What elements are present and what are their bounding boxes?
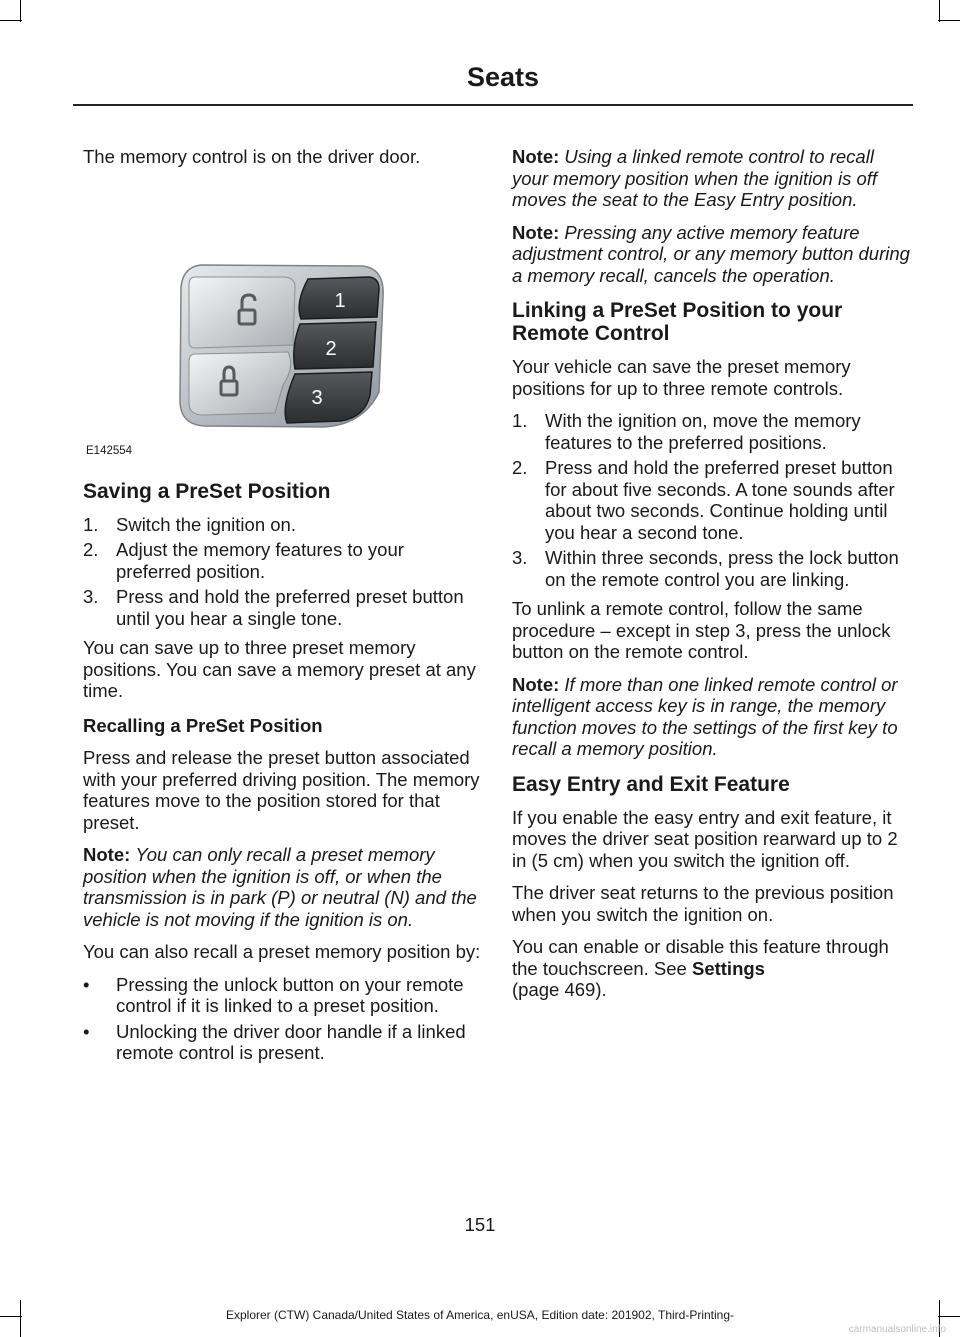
saving-paragraph: You can save up to three preset memory positions. You can save a memory preset at any time.	[83, 637, 476, 701]
memory-control-figure	[83, 177, 483, 467]
list-item	[512, 410, 912, 453]
step-number: 2.	[83, 539, 99, 560]
step-number: 1.	[512, 410, 528, 431]
recalling-paragraph-2: You can also recall a preset memory position by:	[83, 941, 481, 962]
step-text: Adjust the memory features to your preferred position.	[116, 539, 404, 582]
unlink-paragraph: To unlink a remote control, follow the same procedure – except in step 3, press the unlock button on the remote control.	[512, 598, 891, 662]
saving-steps	[83, 514, 483, 630]
easy-entry-paragraph-3	[512, 936, 912, 1001]
settings-link[interactable]: Settings	[691, 957, 765, 979]
note-text: If more than one linked remote control or intelligent access key is in range, the memory function moves to the settings of the first key to recall a memory position.	[512, 673, 898, 759]
linking-paragraph: Your vehicle can save the preset memory positions for up to three remote controls.	[512, 356, 851, 399]
settings-page-ref: (page 469).	[512, 979, 607, 1000]
step-text: Switch the ignition on.	[116, 513, 296, 535]
step-text: Within three seconds, press the lock button on the remote control you are linking.	[545, 547, 899, 590]
section-heading-recalling: Recalling a PreSet Position	[83, 714, 323, 736]
crop-mark	[939, 0, 940, 22]
list-item	[83, 514, 483, 536]
step-number: 2.	[512, 457, 528, 478]
section-heading-easy-entry: Easy Entry and Exit Feature	[512, 772, 790, 796]
right-column	[512, 146, 912, 1012]
crop-mark	[20, 0, 21, 22]
memory-button-label-2: 2	[325, 337, 337, 360]
recall-methods	[83, 974, 483, 1064]
list-item	[83, 539, 483, 582]
note-label: Note:	[512, 221, 560, 243]
page-title: Seats	[466, 62, 539, 92]
memory-seat-control-illustration	[83, 177, 483, 467]
crop-mark	[938, 20, 960, 21]
step-number: 3.	[83, 586, 99, 607]
watermark: carmanualsonline.info	[848, 1324, 946, 1335]
note-text: Using a linked remote control to recall your memory position when the ignition is off moves the seat to the Easy Entry position.	[512, 146, 878, 210]
header-divider	[73, 104, 913, 106]
figure-code: E142554	[86, 445, 133, 457]
settings-prefix: You can enable or disable this feature through the touchscreen. See	[512, 936, 889, 979]
intro-text: The memory control is on the driver door.	[83, 146, 421, 167]
bullet-text: Unlocking the driver door handle if a linked remote control is present.	[116, 1020, 466, 1063]
note-text: Pressing any active memory feature adjustment control, or any memory button during a memory recall, cancels the operation.	[512, 221, 910, 286]
bullet: •	[83, 1020, 90, 1042]
recalling-paragraph: Press and release the preset button associated with your preferred driving position. The memory features move to the position stored for that preset.	[83, 747, 480, 833]
footer-text: Explorer (CTW) Canada/United States of America, enUSA, Edition date: 201902, Third-Printing-	[225, 1308, 735, 1322]
section-heading-linking: Linking a PreSet Position to your Remote Control	[512, 299, 843, 345]
step-text: Press and hold the preferred preset button for about five seconds. A tone sounds after about two seconds. Continue holding until you hear a second tone.	[545, 457, 895, 543]
linking-note	[512, 674, 912, 760]
easy-entry-paragraph-2: The driver seat returns to the previous position when you switch the ignition on.	[512, 882, 894, 925]
note-label: Note:	[512, 673, 560, 695]
list-item	[83, 974, 483, 1017]
linking-steps	[512, 410, 912, 590]
note-cancel	[512, 222, 912, 287]
crop-mark	[0, 20, 22, 21]
bullet: •	[83, 973, 90, 995]
unlock-button	[189, 277, 295, 348]
list-item	[83, 586, 483, 629]
note-easy-entry	[512, 146, 912, 211]
note-label: Note:	[83, 844, 131, 865]
memory-button-label-1: 1	[334, 289, 346, 312]
recalling-note	[83, 844, 483, 930]
list-item	[83, 1021, 483, 1064]
easy-entry-paragraph-1: If you enable the easy entry and exit feature, it moves the driver seat position rearward up to 2 in (5 cm) when you switch the ignition off.	[512, 806, 898, 871]
step-number: 3.	[512, 547, 528, 568]
list-item	[512, 547, 912, 590]
page-number: 151	[464, 1214, 496, 1235]
list-item	[512, 457, 912, 543]
note-text: You can only recall a preset memory position when the ignition is off, or when the transmission is in park (P) or neutral (N) and the vehicle is not moving if the ignition is on.	[83, 844, 477, 930]
note-label: Note:	[512, 146, 560, 167]
step-text: Press and hold the preferred preset button until you hear a single tone.	[116, 586, 464, 629]
bullet-text: Pressing the unlock button on your remote control if it is linked to a preset position.	[116, 973, 464, 1016]
step-text: With the ignition on, move the memory features to the preferred positions.	[545, 410, 861, 453]
section-heading-saving: Saving a PreSet Position	[83, 479, 331, 503]
memory-button-label-3: 3	[311, 386, 323, 409]
left-column	[83, 146, 483, 1072]
step-number: 1.	[83, 513, 99, 535]
lock-button	[189, 352, 291, 415]
